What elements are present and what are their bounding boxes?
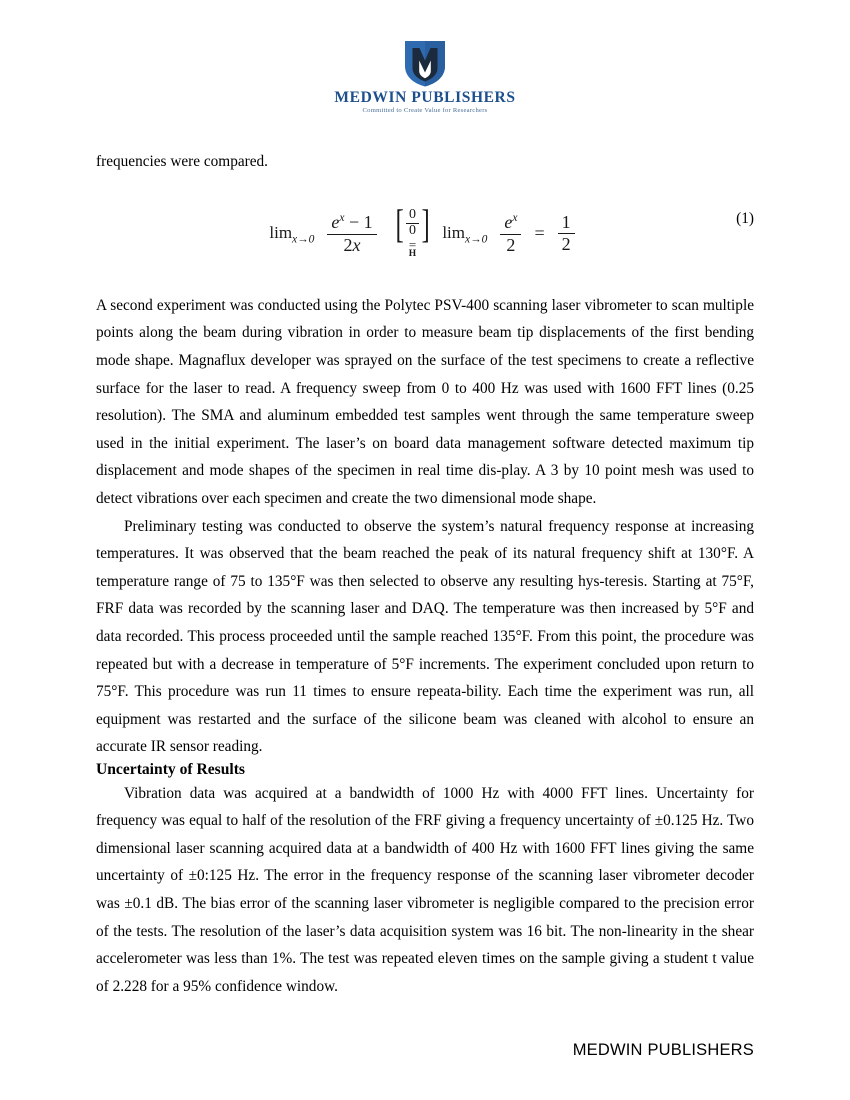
document-content: [96, 148, 754, 1000]
equation-block: [96, 198, 754, 270]
limit-operator-2: $\lim_{x\to 0}$: [442, 222, 488, 246]
fraction-1-denominator: 2x: [343, 234, 361, 255]
medwin-shield-logo-icon: [401, 38, 449, 88]
fraction-2-numerator: $e^x$: [500, 212, 521, 235]
bracket-right-icon: ]: [421, 201, 430, 247]
fraction-2-denominator: 2: [506, 234, 516, 255]
indeterminate-fraction: [406, 208, 419, 238]
page-footer-publisher: MEDWIN PUBLISHERS: [572, 1041, 754, 1059]
fraction-2: [500, 212, 521, 256]
publisher-logo: [325, 38, 525, 114]
publisher-wordmark: MEDWIN PUBLISHERS: [334, 89, 516, 106]
limit-operator-1: $\lim_{x\to 0}$: [269, 222, 315, 246]
equation-number: (1): [736, 209, 754, 227]
fraction-result: [558, 213, 575, 256]
paragraph-second-experiment: A second experiment was conducted using the Polytec PSV-400 scanning laser vibrometer to scan multiple points along the beam during vibration in order to measure beam tip displacements of the first bending mode shape. Magnaflux developer was sprayed on the surface of the test specimens to create a reflective surface for the laser to read. A frequency sweep from 0 to 400 Hz was used with 1600 FFT lines (0.25 resolution). The SMA and aluminum embedded test samples went through the same temperature sweep used in the initial experiment. The laser’s on board data management software detected maximum tip displacement and mode shapes of the specimen in real time dis-play. A 3 by 10 point mesh was used to detect vibrations over each specimen and create the two dimensional mode shape.: [96, 296, 754, 508]
result-numerator: 1: [558, 213, 575, 235]
equals-sign: =: [408, 237, 417, 253]
indeterminate-numerator: 0: [406, 208, 419, 224]
bracket-left-icon: [: [395, 201, 404, 247]
lead-line: frequencies were compared.: [96, 153, 268, 171]
section-heading-uncertainty: Uncertainty of Results: [96, 760, 245, 778]
hopital-rule-mark: H: [408, 249, 417, 260]
paragraph-uncertainty: Vibration data was acquired at a bandwidth of 1000 Hz with 4000 FFT lines. Uncertainty for frequency was equal to half of the resolution of the FRF giving a frequency uncertainty of ±0.125 Hz. Two dimensional laser scanning acquired data at a bandwidth of 400 Hz with 1600 FFT lines giving the same uncertainty of ±0:125 Hz. The error in the frequency response of the scanning laser vibrometer decoder was ±0.1 dB. The bias error of the scanning laser vibrometer is negligible compared to the precision error of the tests. The resolution of the laser’s data acquisition system was 16 bit. The non-linearity in the shear accelerometer was less than 1%. The test was repeated eleven times on the sample giving a student t value of 2.228 for a 95% confidence window.: [96, 784, 754, 995]
publisher-tagline: Committed to Create Value for Researchers: [362, 107, 488, 115]
indeterminate-denominator: 0: [409, 223, 416, 239]
equation-expression: [269, 201, 580, 260]
hopital-equals-group: [409, 238, 416, 260]
indeterminate-form-bracket: [393, 201, 433, 247]
indeterminate-form-group: [393, 201, 433, 260]
final-equals-sign: =: [534, 223, 545, 244]
paragraph-preliminary-testing: Preliminary testing was conducted to observe the system’s natural frequency response at increasing temperatures. It was observed that the beam reached the peak of its natural frequency shift at 130°F. A temperature range of 75 to 135°F was then selected to observe any resulting hys-teresis. Starting at 75°F, FRF data was recorded by the scanning laser and DAQ. The temperature was then increased by 5°F and data recorded. This process proceeded until the sample reached 135°F. From this point, the procedure was repeated but with a decrease in temperature of 5°F increments. The experiment concluded upon return to 75°F. This procedure was run 11 times to ensure repeata-bility. Each time the experiment was run, all equipment was restarted and the surface of the silicone beam was cleaned with alcohol to ensure an accurate IR sensor reading.: [96, 517, 754, 756]
fraction-1: [327, 212, 376, 256]
masthead: [96, 0, 754, 114]
result-denominator: 2: [561, 234, 571, 255]
fraction-1-numerator: $e^x - 1$: [327, 212, 376, 235]
